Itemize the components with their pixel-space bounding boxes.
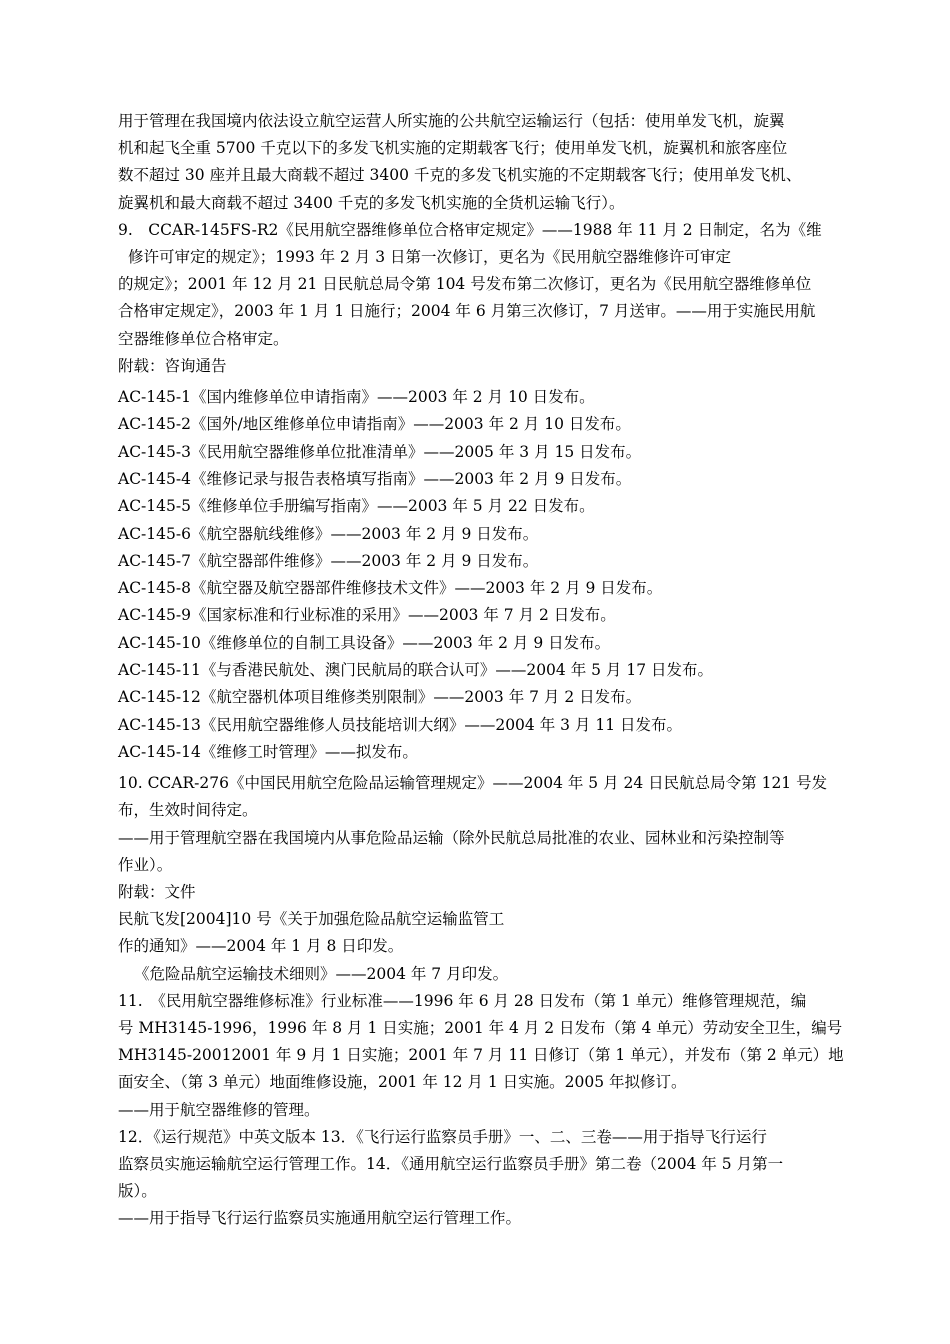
list-item: AC-145-6《航空器航线维修》——2003 年 2 月 9 日发布。 [118, 524, 539, 543]
list-item: AC-145-11《与香港民航处、澳门民航局的联合认可》——2004 年 5 月 17 日发布。 [118, 661, 714, 679]
list-item: AC-145-3《民用航空器维修单位批准清单》——2005 年 3 月 15 日发布。 [118, 442, 642, 461]
text-line: 的规定》；2001 年 12 月 21 日民航总局令第 104 号发布第二次修订，更名为《民用航空器维修单位 [118, 275, 812, 294]
text-line: 版）。 [118, 1182, 157, 1201]
text-line: 数不超过 30 座并且最大商载不超过 3400 千克的多发飞机实施的不定期载客飞行；使用单发飞机、 [118, 166, 802, 185]
list-item: AC-145-4《维修记录与报告表格填写指南》——2003 年 2 月 9 日发布。 [118, 469, 632, 488]
list-item: AC-145-1《国内维修单位申请指南》——2003 年 2 月 10 日发布。 [118, 388, 595, 407]
text-line: 9. CCAR-145FS-R2《民用航空器维修单位合格审定规定》——1988 年 11 月 2 日制定，名为《维 [118, 220, 822, 239]
list-item: AC-145-7《航空器部件维修》——2003 年 2 月 9 日发布。 [118, 551, 539, 570]
text-line: MH3145-20012001 年 9 月 1 日实施；2001 年 7 月 11 日修订（第 1 单元），并发布（第 2 单元）地 [118, 1046, 844, 1065]
text-line: ——用于管理航空器在我国境内从事危险品运输（除外民航总局批准的农业、园林业和污染控制等 [118, 828, 785, 847]
text-line: 民航飞发[2004]10 号《关于加强危险品航空运输监管工 [118, 910, 505, 929]
list-item: AC-145-10《维修单位的自制工具设备》——2003 年 2 月 9 日发布。 [118, 633, 611, 652]
text-line: ——用于航空器维修的管理。 [118, 1100, 320, 1119]
item-12-section [118, 1124, 853, 1233]
text-line: 作的通知》——2004 年 1 月 8 日印发。 [118, 937, 404, 956]
list-item: AC-145-12《航空器机体项目维修类别限制》——2003 年 7 月 2 日发布。 [118, 688, 642, 707]
text-line: 布，生效时间待定。 [118, 801, 258, 820]
appendix-heading: 附载：文件 [118, 883, 196, 901]
item-11-section [118, 988, 853, 1124]
list-item: AC-145-8《航空器及航空器部件维修技术文件》——2003 年 2 月 9 日发布。 [118, 579, 663, 598]
advisory-circular-list [118, 384, 853, 766]
item-9-section [118, 217, 853, 380]
text-line: 机和起飞全重 5700 千克以下的多发飞机实施的定期载客飞行；使用单发飞机，旋翼机和旅客座位 [118, 139, 788, 158]
text-line: 11. 《民用航空器维修标准》行业标准——1996 年 6 月 28 日发布（第 1 单元）维修管理规范，编 [118, 991, 807, 1010]
text-line: 号 MH3145-1996，1996 年 8 月 1 日实施；2001 年 4 月 2 日发布（第 4 单元）劳动安全卫生，编号 [118, 1019, 843, 1038]
item-10-section [118, 770, 853, 988]
list-item: AC-145-2《国外/地区维修单位申请指南》——2003 年 2 月 10 日发布。 [118, 415, 631, 434]
list-item: AC-145-14《维修工时管理》——拟发布。 [118, 742, 418, 761]
list-item: AC-145-13《民用航空器维修人员技能培训大纲》——2004 年 3 月 11 日发布。 [118, 715, 683, 734]
appendix-heading: 附载：咨询通告 [118, 356, 227, 375]
text-line: 用于管理在我国境内依法设立航空运营人所实施的公共航空运输运行（包括：使用单发飞机，旋翼 [118, 112, 785, 130]
document-page [118, 108, 853, 1233]
text-line: 《危险品航空运输技术细则》——2004 年 7 月印发。 [134, 964, 509, 983]
text-line: 面安全、（第 3 单元）地面维修设施，2001 年 12 月 1 日实施。2005 年拟修订。 [118, 1073, 687, 1092]
text-line: 12．《运行规范》中英文版本 13．《飞行运行监察员手册》一、二、三卷——用于指导飞行运行 [118, 1127, 767, 1146]
text-line: 空器维修单位合格审定。 [118, 329, 289, 348]
text-line: 旋翼机和最大商载不超过 3400 千克的多发飞机实施的全货机运输飞行）。 [118, 193, 625, 212]
text-line: 10. CCAR-276《中国民用航空危险品运输管理规定》——2004 年 5 月 24 日民航总局令第 121 号发 [118, 774, 828, 793]
text-line: ——用于指导飞行运行监察员实施通用航空运行管理工作。 [118, 1209, 522, 1228]
text-line: 修许可审定的规定》；1993 年 2 月 3 日第一次修订，更名为《民用航空器维修许可审定 [128, 248, 732, 267]
list-item: AC-145-5《维修单位手册编写指南》——2003 年 5 月 22 日发布。 [118, 497, 595, 516]
text-line: 合格审定规定》，2003 年 1 月 1 日施行；2004 年 6 月第三次修订，7 月送审。——用于实施民用航 [118, 302, 816, 321]
text-line: 作业）。 [118, 855, 173, 874]
list-item: AC-145-9《国家标准和行业标准的采用》——2003 年 7 月 2 日发布。 [118, 606, 616, 625]
text-line: 监察员实施运输航空运行管理工作。14．《通用航空运行监察员手册》第二卷（2004 年 5 月第一 [118, 1155, 784, 1174]
intro-paragraph [118, 108, 853, 217]
